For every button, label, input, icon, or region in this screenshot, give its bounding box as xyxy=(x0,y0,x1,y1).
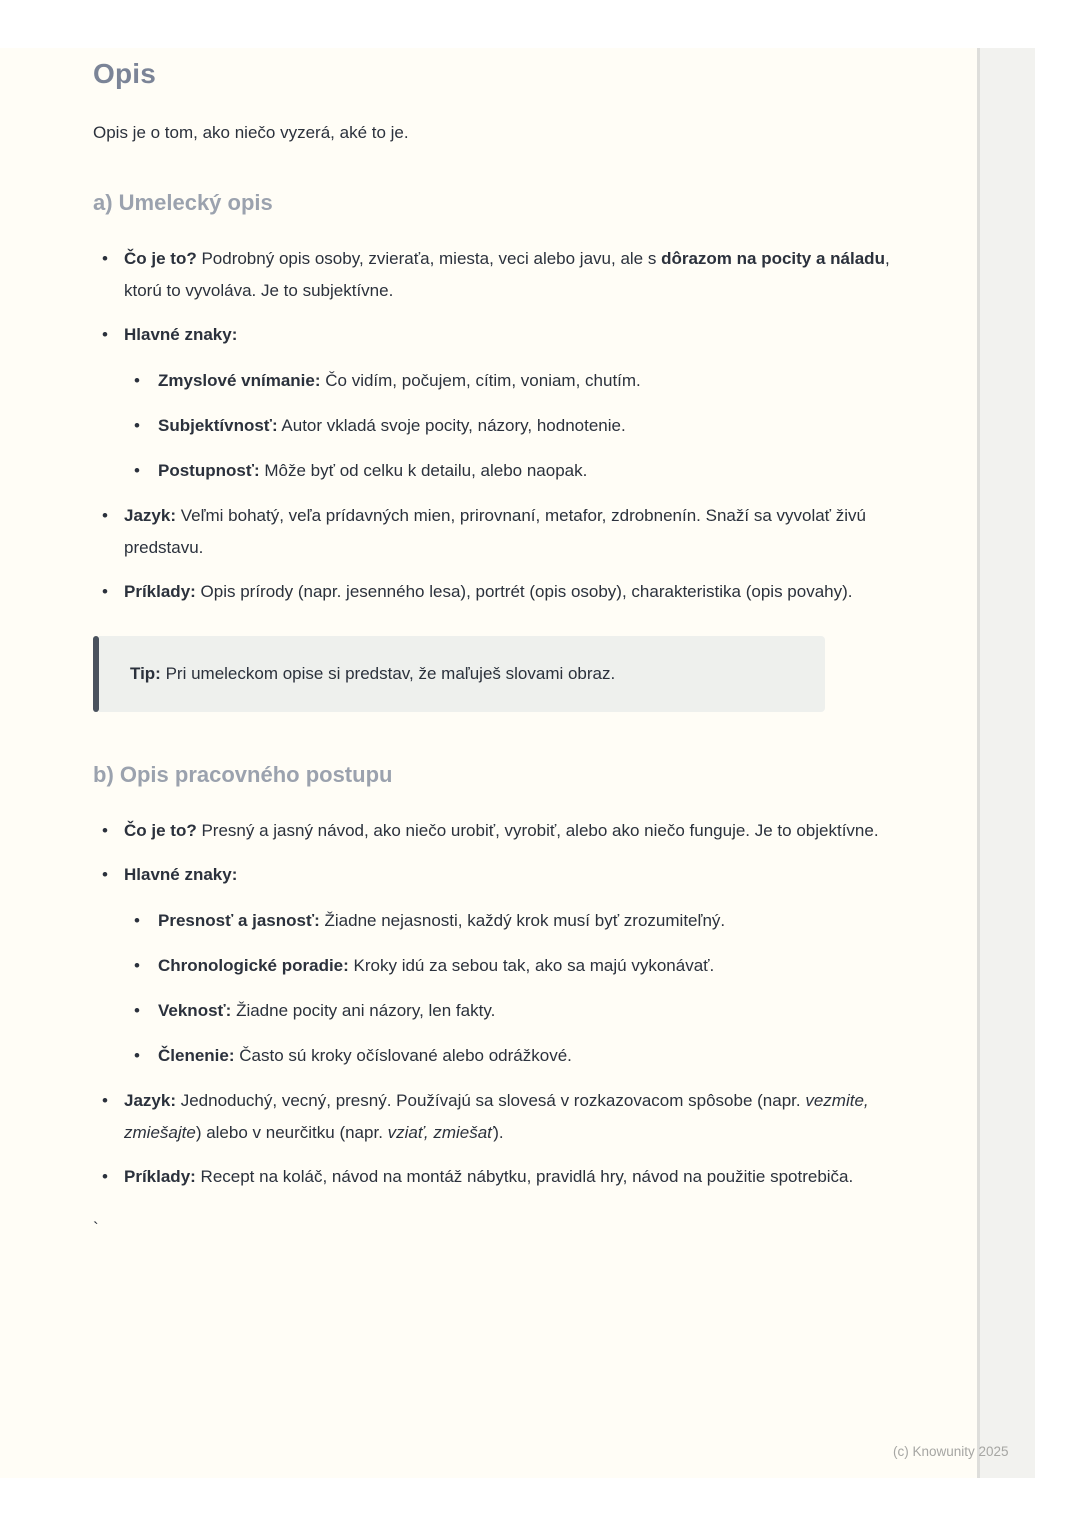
bullet-lead: Veknosť: xyxy=(158,1001,232,1020)
list-item xyxy=(93,319,913,487)
tip-text xyxy=(99,636,825,712)
bullet-lead: dôrazom na pocity a náladu xyxy=(661,249,885,268)
bullet-text: Často sú kroky očíslované alebo odrážkové. xyxy=(234,1046,572,1065)
tip-accent-bar xyxy=(93,636,99,712)
tip-lead: Tip: xyxy=(130,664,161,683)
list-item xyxy=(93,576,913,608)
bullet-text: , ktorú to vyvoláva. Je to subjektívne. xyxy=(124,249,890,300)
list-item xyxy=(124,995,913,1027)
list-item xyxy=(124,365,913,397)
section-a-heading: a) Umelecký opis xyxy=(93,190,273,215)
bullet-text: Jednoduchý, vecný, presný. Používajú sa slovesá v rozkazovacom spôsobe (napr. xyxy=(175,1091,806,1110)
section-b-heading: b) Opis pracovného postupu xyxy=(93,762,393,787)
bullet-lead: Jazyk: xyxy=(124,1091,176,1110)
stray-character: ` xyxy=(93,1219,99,1238)
page-edge-strip xyxy=(977,48,1035,1478)
bullet-lead: Čo je to? xyxy=(124,249,197,268)
bullet-lead: Postupnosť: xyxy=(158,461,260,480)
bullet-lead: Subjektívnosť: xyxy=(158,416,278,435)
bullet-text: Môže byť od celku k detailu, alebo naopak. xyxy=(259,461,588,480)
bullet-lead: Hlavné znaky: xyxy=(124,865,238,884)
section-b-list xyxy=(93,815,913,1193)
bullet-lead: Presnosť a jasnosť: xyxy=(158,911,320,930)
bullet-lead: Jazyk: xyxy=(124,506,176,525)
tip-body-text: Pri umeleckom opise si predstav, že maľuješ slovami obraz. xyxy=(160,664,616,683)
sub-list xyxy=(124,365,913,487)
list-item xyxy=(93,1085,913,1149)
bullet-lead: Príklady: xyxy=(124,582,196,601)
bullet-text: Autor vkladá svoje pocity, názory, hodnotenie. xyxy=(277,416,626,435)
bullet-lead: Zmyslové vnímanie: xyxy=(158,371,321,390)
tip-callout xyxy=(93,636,825,712)
bullet-text: Opis prírody (napr. jesenného lesa), portrét (opis osoby), charakteristika (opis povahy). xyxy=(195,582,853,601)
bullet-italic-text: vziať, zmiešať xyxy=(387,1123,494,1142)
bullet-text: ). xyxy=(493,1123,504,1142)
bullet-text: Kroky idú za sebou tak, ako sa majú vykonávať. xyxy=(348,956,715,975)
list-item xyxy=(93,243,913,307)
document-page xyxy=(0,48,977,1478)
bullet-text: Čo vidím, počujem, cítim, voniam, chutím. xyxy=(320,371,641,390)
bullet-text: Podrobný opis osoby, zvieraťa, miesta, veci alebo javu, ale s xyxy=(196,249,662,268)
copyright-footer: (c) Knowunity 2025 xyxy=(893,1444,1009,1459)
sub-list xyxy=(124,905,913,1072)
bullet-lead: Čo je to? xyxy=(124,821,197,840)
bullet-text: Presný a jasný návod, ako niečo urobiť, vyrobiť, alebo ako niečo funguje. Je to objektívne. xyxy=(196,821,879,840)
list-item xyxy=(124,455,913,487)
page-title: Opis xyxy=(93,58,157,89)
bullet-lead: Členenie: xyxy=(158,1046,235,1065)
bullet-text: Veľmi bohatý, veľa prídavných mien, prirovnaní, metafor, zdrobnenín. Snaží sa vyvolať živú predstavu. xyxy=(124,506,867,557)
bullet-lead: Hlavné znaky: xyxy=(124,325,238,344)
bullet-text: Žiadne nejasnosti, každý krok musí byť zrozumiteľný. xyxy=(319,911,726,930)
intro-paragraph: Opis je o tom, ako niečo vyzerá, aké to je. xyxy=(93,123,409,142)
list-item xyxy=(93,1161,913,1193)
list-item xyxy=(93,859,913,1072)
bullet-lead: Príklady: xyxy=(124,1167,196,1186)
list-item xyxy=(124,410,913,442)
list-item xyxy=(93,500,913,564)
list-item xyxy=(124,1040,913,1072)
bullet-text: ) alebo v neurčitku (napr. xyxy=(195,1123,388,1142)
bullet-lead: Chronologické poradie: xyxy=(158,956,349,975)
list-item xyxy=(124,950,913,982)
bullet-italic-text: vezmite, zmiešajte xyxy=(124,1091,869,1142)
section-a-list xyxy=(93,243,913,608)
list-item xyxy=(93,815,913,847)
list-item xyxy=(124,905,913,937)
bullet-text: Recept na koláč, návod na montáž nábytku, pravidlá hry, návod na použitie spotrebiča. xyxy=(195,1167,854,1186)
bullet-text: Žiadne pocity ani názory, len fakty. xyxy=(231,1001,496,1020)
